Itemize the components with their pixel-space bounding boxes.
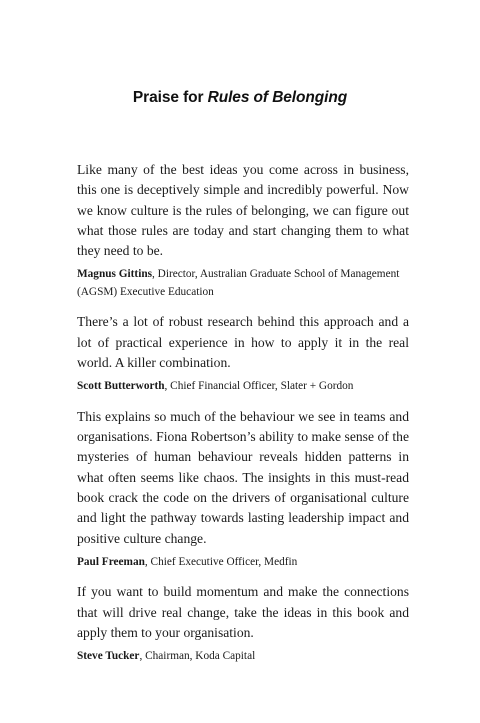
testimonial <box>77 582 409 665</box>
testimonial-role: , Chief Financial Officer, Slater + Gordon <box>164 380 354 393</box>
page-title <box>0 89 480 107</box>
testimonial-quote: There’s a lot of robust research behind this approach and a lot of practical experience in how to apply it in the real world. A killer combination. <box>77 314 409 371</box>
testimonial-quote: This explains so much of the behaviour we see in teams and organisations. Fiona Robertson’s ability to make sense of the mysteries of human behaviour reveals hidden patterns in what often seems like chaos. The insights in this must-read book crack the code on the drivers of organisational culture and light the pathway towards lasting leadership impact and positive culture change. <box>77 408 409 546</box>
testimonial-quote: If you want to build momentum and make the connections that will drive real change, take the ideas in this book and apply them to your organisation. <box>77 584 409 641</box>
testimonial-attribution <box>77 378 409 396</box>
testimonial-role: , Director, Australian Graduate School of Management (AGSM) Executive Education <box>77 268 400 298</box>
testimonial-role: , Chairman, Koda Capital <box>139 650 256 663</box>
testimonial-author: Steve Tucker <box>77 650 140 663</box>
testimonial-attribution <box>77 266 409 301</box>
testimonial-author: Magnus Gittins <box>77 268 153 281</box>
testimonial-quote: Like many of the best ideas you come across in business, this one is deceptively simple and incredibly powerful. Now we know culture is the rules of belonging, we can figure out what those rules are today and start changing them to what they need to be. <box>77 162 409 259</box>
testimonial <box>77 407 409 572</box>
book-title: Rules of Belonging <box>207 89 348 107</box>
testimonial-author: Paul Freeman <box>77 555 145 568</box>
testimonial-attribution <box>77 648 409 666</box>
testimonial-role: , Chief Executive Officer, Medfin <box>144 555 298 568</box>
testimonial <box>77 160 409 301</box>
testimonial <box>77 312 409 395</box>
testimonials <box>77 160 409 666</box>
testimonial-attribution <box>77 554 409 572</box>
title-prefix: Praise for <box>132 89 208 107</box>
testimonial-author: Scott Butterworth <box>77 380 165 393</box>
